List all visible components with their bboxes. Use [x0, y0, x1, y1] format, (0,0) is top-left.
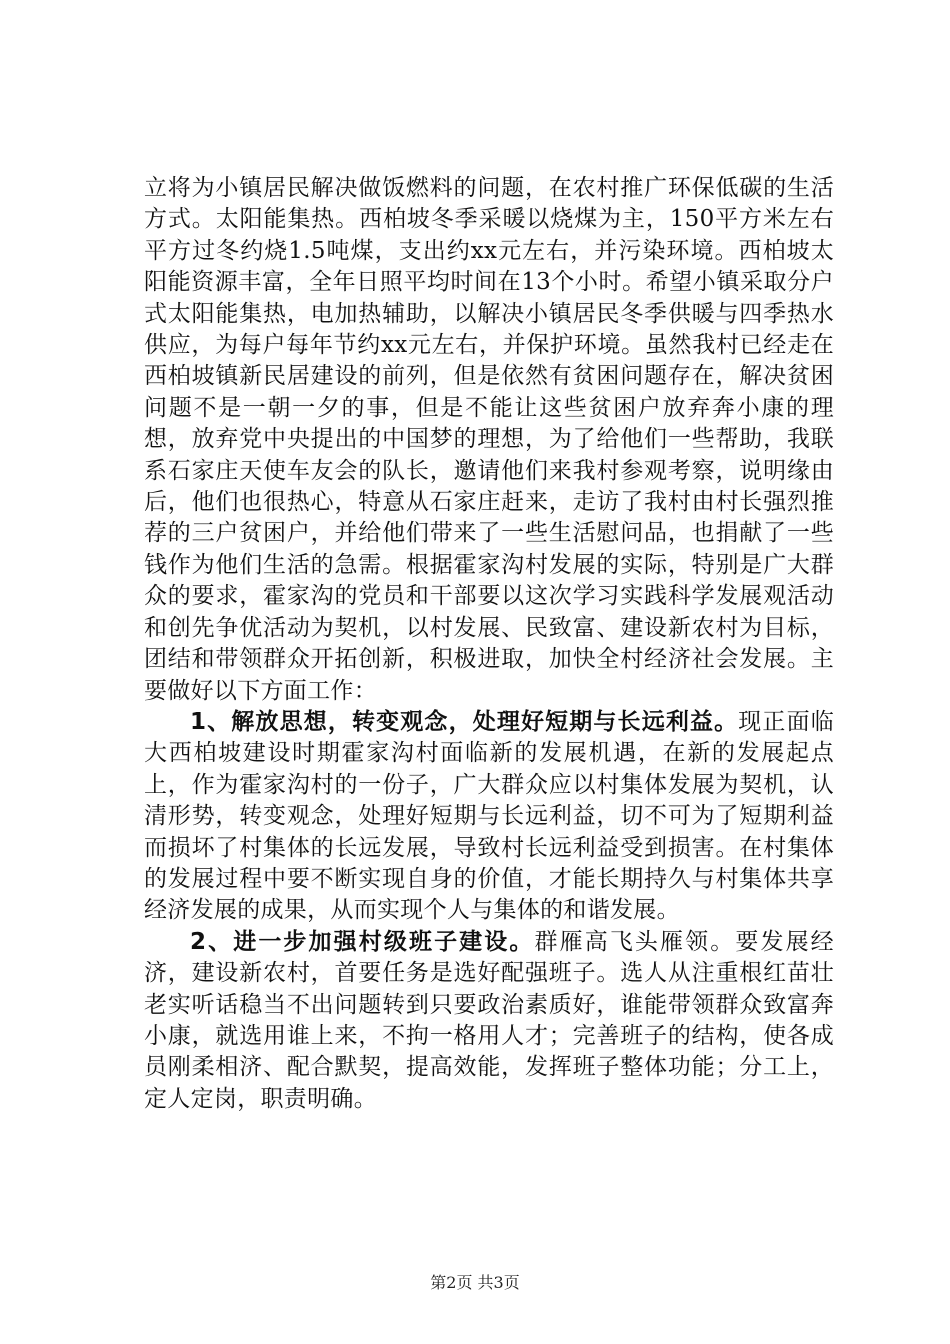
paragraph-2-heading: 1、解放思想，转变观念，处理好短期与长远利益。	[190, 708, 739, 735]
page-number-label: 第2页 共3页	[430, 1273, 520, 1292]
paragraph-3-heading: 2、进一步加强村级班子建设。	[190, 928, 535, 955]
paragraph-2-text: 现正面临大西柏坡建设时期霍家沟村面临新的发展机遇，在新的发展起点上，作为霍家沟村的一份子，广大群众应以村集体发展为契机，认清形势，转变观念，处理好短期与长远利益，切不可为了短期利益而损坏了村集体的长远发展，导致村长远利益受到损害。在村集体的发展过程中要不断实现自身的价值，才能长期持久与村集体共享经济发展的成果，从而实现个人与集体的和谐发展。	[144, 708, 835, 924]
paragraph-3-text: 群雁高飞头雁领。要发展经济，建设新农村，首要任务是选好配强班子。选人从注重根红苗壮老实听话稳当不出问题转到只要政治素质好，谁能带领群众致富奔小康，就选用谁上来，不拘一格用人才；完善班子的结构，使各成员刚柔相济、配合默契，提高效能，发挥班子整体功能；分工上，定人定岗，职责明确。	[144, 928, 834, 1112]
paragraph-2	[144, 707, 834, 927]
paragraph-3	[144, 927, 834, 1115]
paragraph-1-text: 立将为小镇居民解决做饭燃料的问题，在农村推广环保低碳的生活方式。太阳能集热。西柏坡冬季采暖以烧煤为主，150平方米左右平方过冬约烧1.5吨煤，支出约xx元左右，并污染环境。西柏坡太阳能资源丰富，全年日照平均时间在13个小时。希望小镇采取分户式太阳能集热，电加热辅助，以解决小镇居民冬季供暖与四季热水供应，为每户每年节约xx元左右，并保护环境。虽然我村已经走在西柏坡镇新民居建设的前列，但是依然有贫困问题存在，解决贫困问题不是一朝一夕的事，但是不能让这些贫困户放弃奔小康的理想，放弃党中央提出的中国梦的理想，为了给他们一些帮助，我联系石家庄天使车友会的队长，邀请他们来我村参观考察，说明缘由后，他们也很热心，特意从石家庄赶来，走访了我村由村长强烈推荐的三户贫困户，并给他们带来了一些生活慰问品，也捐献了一些钱作为他们生活的急需。根据霍家沟村发展的实际，特别是广大群众的要求，霍家沟的党员和干部要以这次学习实践科学发展观活动和创先争优活动为契机，以村发展、民致富、建设新农村为目标，团结和带领群众开拓创新，积极进取，加快全村经济社会发展。主要做好以下方面工作：	[144, 175, 834, 704]
paragraph-1	[144, 173, 834, 707]
document-body	[144, 173, 834, 1115]
page-footer	[0, 1273, 950, 1293]
